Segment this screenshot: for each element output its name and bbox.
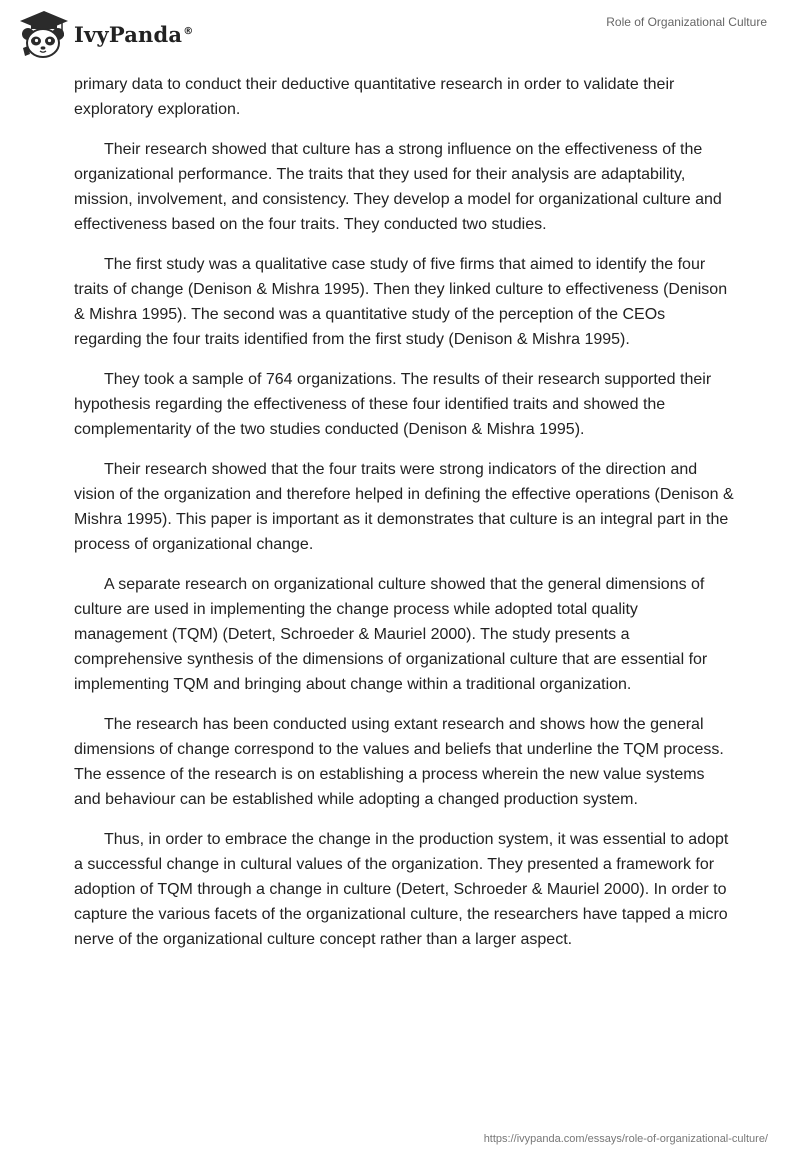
paragraph: Their research showed that culture has a strong influence on the effectiveness of the organizational performance. The traits that they used for their analysis are adaptability, mission, involvement, and consistency. They develop a model for organizational culture and effectiveness based on the four traits. They conducted two studies. [74, 141, 722, 233]
panda-graduate-logo-icon [14, 8, 70, 60]
paragraph: Thus, in order to embrace the change in the production system, it was essential to adopt a successful change in cultural values of the organization. They presented a framework for adoption of TQM through a change in culture (Detert, Schroeder & Mauriel 2000). In order to capture the various facets of the organizational culture, the researchers have tapped a micro nerve of the organizational culture concept rather than a larger aspect. [74, 831, 729, 948]
paragraph: primary data to conduct their deductive quantitative research in order to validate their exploratory exploration. [74, 76, 675, 118]
document-title: Role of Organizational Culture [606, 15, 767, 29]
paragraph: A separate research on organizational culture showed that the general dimensions of culture are used in implementing the change process while adopted total quality management (TQM) (Detert, Schroeder & Mauriel 2000). The study presents a comprehensive synthesis of the dimensions of organizational culture that are essential for implementing TQM and bringing about change within a traditional organization. [74, 576, 708, 693]
brand-name: IvyPanda® [74, 21, 194, 47]
paragraph: They took a sample of 764 organizations. The results of their research supported their hypothesis regarding the effectiveness of these four identified traits and showed the complementarity of the two studies conducted (Denison & Mishra 1995). [74, 371, 712, 438]
registered-mark: ® [183, 25, 194, 37]
brand-logo[interactable] [14, 8, 193, 60]
essay-body [74, 72, 734, 967]
paragraph: The research has been conducted using extant research and shows how the general dimensions of change correspond to the values and beliefs that underline the TQM process. The essence of the research is on establishing a process wherein the new value systems and behaviour can be established while adopting a changed production system. [74, 716, 724, 808]
paragraph: The first study was a qualitative case study of five firms that aimed to identify the four traits of change (Denison & Mishra 1995). Then they linked culture to effectiveness (Denison & Mishra 1995). The second was a quantitative study of the perception of the CEOs regarding the four traits identified from the first study (Denison & Mishra 1995). [74, 256, 728, 348]
page-header [0, 0, 800, 66]
paragraph: Their research showed that the four traits were strong indicators of the direction and vision of the organization and therefore helped in defining the effective operations (Denison & Mishra 1995). This paper is important as it demonstrates that culture is an integral part in the process of organizational change. [74, 461, 734, 553]
source-url[interactable]: https://ivypanda.com/essays/role-of-organizational-culture/ [483, 1133, 768, 1145]
